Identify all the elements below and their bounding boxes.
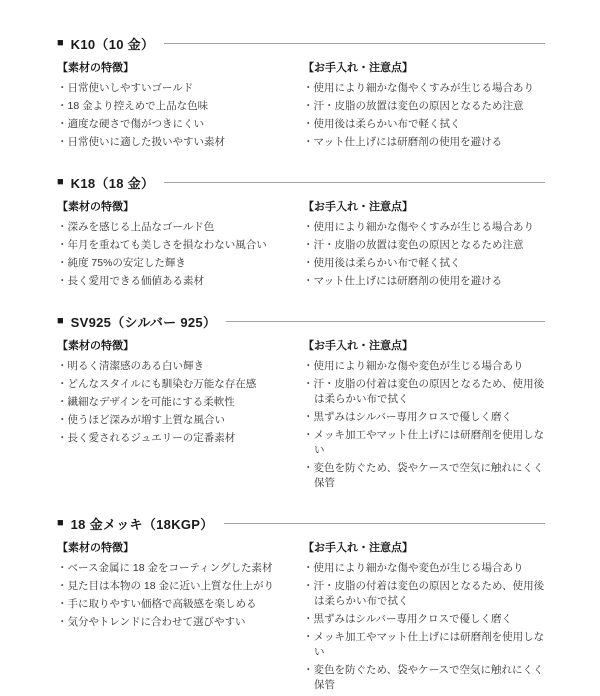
care-label: 【お手入れ・注意点】 bbox=[303, 62, 413, 74]
section-sv925 bbox=[57, 312, 545, 494]
care-item: ・汗・皮脂の付着は変色の原因となるため、使用後は柔らかい布で拭く bbox=[303, 580, 545, 607]
feature-item: ・明るく清潔感のある白い輝き bbox=[57, 360, 204, 372]
care-column bbox=[303, 542, 545, 696]
care-item: ・使用により細かな傷や変色が生じる場合あり bbox=[303, 360, 524, 372]
care-label: 【お手入れ・注意点】 bbox=[303, 542, 413, 554]
section-columns bbox=[57, 340, 545, 494]
care-item: ・使用により細かな傷やくすみが生じる場合あり bbox=[303, 82, 534, 94]
care-label: 【お手入れ・注意点】 bbox=[303, 340, 413, 352]
section-title: SV925（シルバー 925） bbox=[70, 315, 217, 330]
features-list bbox=[57, 220, 303, 289]
section-columns bbox=[57, 62, 545, 153]
feature-item: ・見た目は本物の 18 金に近い上質な仕上がり bbox=[57, 580, 275, 592]
section-k18 bbox=[57, 173, 545, 292]
square-bullet-icon: ■ bbox=[57, 176, 64, 188]
features-list bbox=[57, 359, 303, 446]
feature-item: ・日常使いしやすいゴールド bbox=[57, 82, 194, 94]
section-title: K10（10 金） bbox=[70, 37, 155, 52]
care-item: ・黒ずみはシルバー専用クロスで優しく磨く bbox=[303, 411, 513, 423]
square-bullet-icon: ■ bbox=[57, 37, 64, 49]
features-label: 【素材の特徴】 bbox=[57, 201, 134, 213]
feature-item: ・長く愛用できる価値ある素材 bbox=[57, 275, 204, 287]
care-item: ・使用により細かな傷や変色が生じる場合あり bbox=[303, 562, 524, 574]
care-list bbox=[303, 561, 545, 693]
feature-item: ・適度な硬さで傷がつきにくい bbox=[57, 118, 204, 130]
header-divider bbox=[164, 182, 545, 183]
care-item: ・使用後は柔らかい布で軽く拭く bbox=[303, 257, 461, 269]
care-list bbox=[303, 220, 545, 289]
section-title: K18（18 金） bbox=[70, 176, 155, 191]
care-column bbox=[303, 62, 545, 153]
features-column bbox=[57, 542, 303, 696]
section-header bbox=[57, 173, 545, 192]
section-header bbox=[57, 514, 545, 533]
care-item: ・黒ずみはシルバー専用クロスで優しく磨く bbox=[303, 613, 513, 625]
header-divider bbox=[226, 321, 545, 322]
feature-item: ・手に取りやすい価格で高級感を楽しめる bbox=[57, 598, 257, 610]
care-item: ・マット仕上げには研磨剤の使用を避ける bbox=[303, 136, 503, 148]
features-label: 【素材の特徴】 bbox=[57, 62, 134, 74]
feature-item: ・18 金より控えめで上品な色味 bbox=[57, 100, 209, 112]
features-label: 【素材の特徴】 bbox=[57, 340, 134, 352]
care-item: ・メッキ加工やマット仕上げには研磨剤を使用しない bbox=[303, 429, 545, 456]
section-title: 18 金メッキ（18KGP） bbox=[70, 517, 214, 532]
feature-item: ・日常使いに適した扱いやすい素材 bbox=[57, 136, 225, 148]
features-list bbox=[57, 561, 303, 630]
section-header bbox=[57, 34, 545, 53]
section-header bbox=[57, 312, 545, 331]
care-item: ・汗・皮脂の付着は変色の原因となるため、使用後は柔らかい布で拭く bbox=[303, 378, 545, 405]
features-column bbox=[57, 62, 303, 153]
feature-item: ・繊細なデザインを可能にする柔軟性 bbox=[57, 396, 235, 408]
care-item: ・マット仕上げには研磨剤の使用を避ける bbox=[303, 275, 503, 287]
care-label: 【お手入れ・注意点】 bbox=[303, 201, 413, 213]
care-item: ・使用後は柔らかい布で軽く拭く bbox=[303, 118, 461, 130]
care-list bbox=[303, 81, 545, 150]
care-item: ・メッキ加工やマット仕上げには研磨剤を使用しない bbox=[303, 631, 545, 658]
header-divider bbox=[224, 523, 545, 524]
section-18kgp bbox=[57, 514, 545, 696]
section-columns bbox=[57, 201, 545, 292]
square-bullet-icon: ■ bbox=[57, 315, 64, 327]
care-item: ・汗・皮脂の放置は変色の原因となるため注意 bbox=[303, 100, 524, 112]
feature-item: ・気分やトレンドに合わせて選びやすい bbox=[57, 616, 246, 628]
care-list bbox=[303, 359, 545, 491]
feature-item: ・ベース金属に 18 金をコーティングした素材 bbox=[57, 562, 273, 574]
feature-item: ・純度 75%の安定した輝き bbox=[57, 257, 186, 269]
care-item: ・使用により細かな傷やくすみが生じる場合あり bbox=[303, 221, 534, 233]
care-item: ・変色を防ぐため、袋やケースで空気に触れにくく保管 bbox=[303, 462, 544, 489]
square-bullet-icon: ■ bbox=[57, 517, 64, 529]
section-columns bbox=[57, 542, 545, 696]
care-column bbox=[303, 201, 545, 292]
features-column bbox=[57, 201, 303, 292]
feature-item: ・使うほど深みが増す上質な風合い bbox=[57, 414, 225, 426]
feature-item: ・深みを感じる上品なゴールド色 bbox=[57, 221, 215, 233]
feature-item: ・年月を重ねても美しさを損なわない風合い bbox=[57, 239, 267, 251]
header-divider bbox=[164, 43, 545, 44]
feature-item: ・長く愛されるジュエリーの定番素材 bbox=[57, 432, 236, 444]
care-column bbox=[303, 340, 545, 494]
features-list bbox=[57, 81, 303, 150]
features-column bbox=[57, 340, 303, 494]
care-item: ・汗・皮脂の放置は変色の原因となるため注意 bbox=[303, 239, 524, 251]
feature-item: ・どんなスタイルにも馴染む万能な存在感 bbox=[57, 378, 257, 390]
care-item: ・変色を防ぐため、袋やケースで空気に触れにくく保管 bbox=[303, 664, 544, 691]
features-label: 【素材の特徴】 bbox=[57, 542, 134, 554]
section-k10 bbox=[57, 34, 545, 153]
